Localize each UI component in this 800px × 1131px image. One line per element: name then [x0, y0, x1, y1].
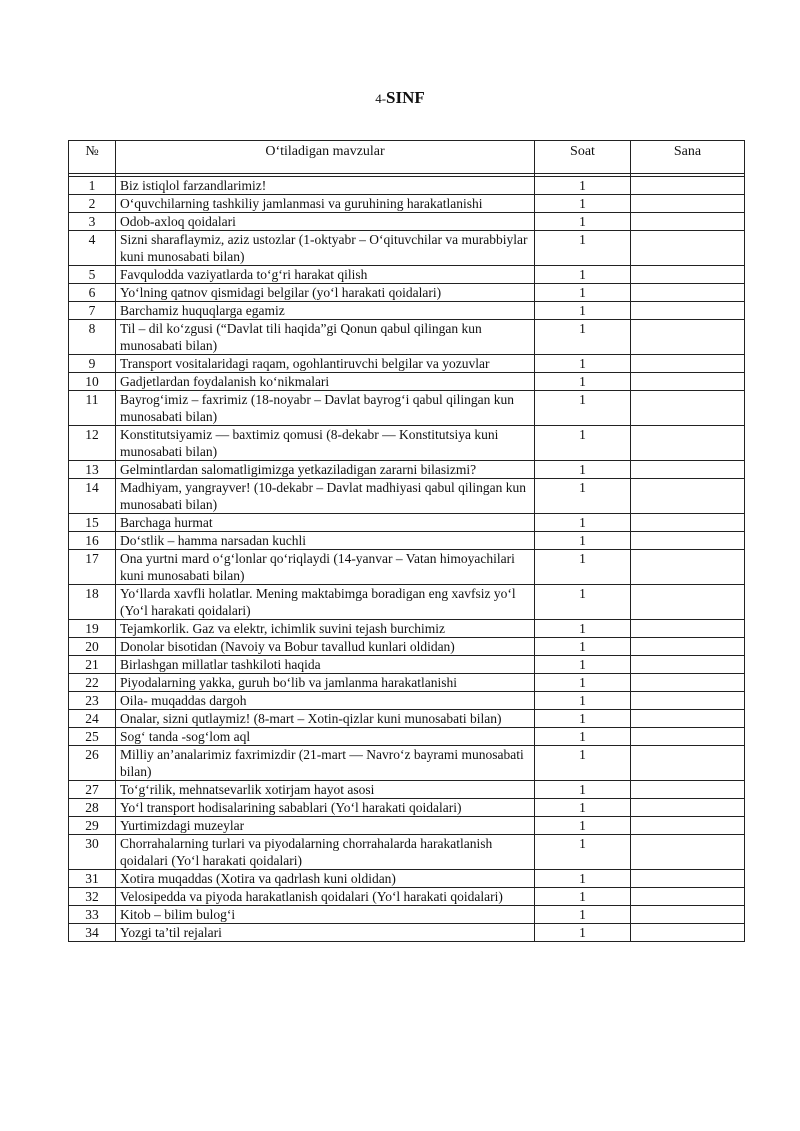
header-date: Sana [631, 141, 745, 174]
table-row [69, 355, 745, 373]
table-row [69, 266, 745, 284]
row-hours: 1 [535, 320, 631, 355]
row-date [631, 461, 745, 479]
title-prefix: 4- [375, 91, 387, 107]
row-number: 34 [69, 924, 116, 942]
row-hours: 1 [535, 177, 631, 195]
row-topic: Velosipedda va piyoda harakatlanish qoidalari (Yo‘l harakati qoidalari) [116, 888, 535, 906]
row-hours: 1 [535, 710, 631, 728]
row-hours: 1 [535, 284, 631, 302]
row-hours: 1 [535, 585, 631, 620]
row-date [631, 781, 745, 799]
row-number: 19 [69, 620, 116, 638]
row-topic: Xotira muqaddas (Xotira va qadrlash kuni oldidan) [116, 870, 535, 888]
row-topic: Gelmintlardan salomatligimizga yetkaziladigan zararni bilasizmi? [116, 461, 535, 479]
header-hours: Soat [535, 141, 631, 174]
row-number: 24 [69, 710, 116, 728]
row-topic: Yozgi ta’til rejalari [116, 924, 535, 942]
row-topic: Piyodalarning yakka, guruh bo‘lib va jamlanma harakatlanishi [116, 674, 535, 692]
table-row [69, 302, 745, 320]
table-row [69, 746, 745, 781]
row-number: 10 [69, 373, 116, 391]
row-number: 7 [69, 302, 116, 320]
table-row [69, 924, 745, 942]
header-number: № [69, 141, 116, 174]
table-row [69, 799, 745, 817]
row-hours: 1 [535, 195, 631, 213]
row-date [631, 906, 745, 924]
table-row [69, 532, 745, 550]
row-topic: Yo‘llarda xavfli holatlar. Mening maktabimga boradigan eng xavfsiz yo‘l (Yo‘l harakati qoidalari) [116, 585, 535, 620]
row-hours: 1 [535, 479, 631, 514]
row-number: 25 [69, 728, 116, 746]
row-number: 5 [69, 266, 116, 284]
row-topic: Sizni sharaflaymiz, aziz ustozlar (1-oktyabr – O‘qituvchilar va murabbiylar kuni munosabati bilan) [116, 231, 535, 266]
row-date [631, 692, 745, 710]
row-number: 16 [69, 532, 116, 550]
row-number: 9 [69, 355, 116, 373]
row-topic: Ona yurtni mard o‘g‘lonlar qo‘riqlaydi (14-yanvar – Vatan himoyachilari kuni munosabati bilan) [116, 550, 535, 585]
row-date [631, 231, 745, 266]
row-hours: 1 [535, 355, 631, 373]
row-topic: Yurtimizdagi muzeylar [116, 817, 535, 835]
row-date [631, 320, 745, 355]
row-number: 22 [69, 674, 116, 692]
row-hours: 1 [535, 532, 631, 550]
row-hours: 1 [535, 656, 631, 674]
table-body [69, 174, 745, 942]
table-row [69, 674, 745, 692]
row-hours: 1 [535, 620, 631, 638]
table-row [69, 195, 745, 213]
table-row [69, 585, 745, 620]
row-date [631, 514, 745, 532]
row-topic: Odob-axloq qoidalari [116, 213, 535, 231]
row-hours: 1 [535, 924, 631, 942]
row-hours: 1 [535, 906, 631, 924]
row-hours: 1 [535, 461, 631, 479]
row-date [631, 550, 745, 585]
row-hours: 1 [535, 817, 631, 835]
row-hours: 1 [535, 550, 631, 585]
row-date [631, 835, 745, 870]
row-number: 2 [69, 195, 116, 213]
row-hours: 1 [535, 373, 631, 391]
row-date [631, 656, 745, 674]
row-date [631, 355, 745, 373]
row-number: 21 [69, 656, 116, 674]
row-topic: Onalar, sizni qutlaymiz! (8-mart – Xotin-qizlar kuni munosabati bilan) [116, 710, 535, 728]
row-date [631, 195, 745, 213]
row-date [631, 284, 745, 302]
row-topic: Barchaga hurmat [116, 514, 535, 532]
row-number: 32 [69, 888, 116, 906]
table-row [69, 835, 745, 870]
row-number: 14 [69, 479, 116, 514]
title-main: SINF [386, 88, 425, 108]
row-date [631, 479, 745, 514]
row-topic: To‘g‘rilik, mehnatsevarlik xotirjam hayot asosi [116, 781, 535, 799]
row-hours: 1 [535, 391, 631, 426]
row-number: 30 [69, 835, 116, 870]
row-hours: 1 [535, 514, 631, 532]
row-number: 1 [69, 177, 116, 195]
row-number: 27 [69, 781, 116, 799]
table-row [69, 373, 745, 391]
row-topic: Chorrahalarning turlari va piyodalarning chorrahalarda harakatlanish qoidalari (Yo‘l harakati qoidalari) [116, 835, 535, 870]
row-number: 12 [69, 426, 116, 461]
row-topic: Konstitutsiyamiz — baxtimiz qomusi (8-dekabr — Konstitutsiya kuni munosabati bilan) [116, 426, 535, 461]
row-hours: 1 [535, 888, 631, 906]
row-hours: 1 [535, 692, 631, 710]
row-hours: 1 [535, 870, 631, 888]
row-number: 20 [69, 638, 116, 656]
table-row [69, 888, 745, 906]
table-row [69, 461, 745, 479]
row-number: 4 [69, 231, 116, 266]
row-date [631, 674, 745, 692]
row-topic: Sog‘ tanda -sog‘lom aql [116, 728, 535, 746]
row-date [631, 177, 745, 195]
table-row [69, 656, 745, 674]
row-date [631, 620, 745, 638]
row-number: 6 [69, 284, 116, 302]
table-row [69, 550, 745, 585]
row-number: 31 [69, 870, 116, 888]
row-date [631, 870, 745, 888]
row-date [631, 373, 745, 391]
row-topic: Yo‘lning qatnov qismidagi belgilar (yo‘l harakati qoidalari) [116, 284, 535, 302]
table-row [69, 284, 745, 302]
table-row [69, 638, 745, 656]
row-number: 15 [69, 514, 116, 532]
row-date [631, 728, 745, 746]
table-row [69, 231, 745, 266]
lesson-plan-table [68, 140, 745, 942]
table-row [69, 620, 745, 638]
table-row [69, 781, 745, 799]
row-date [631, 585, 745, 620]
row-hours: 1 [535, 746, 631, 781]
row-topic: Tejamkorlik. Gaz va elektr, ichimlik suvini tejash burchimiz [116, 620, 535, 638]
table-row [69, 177, 745, 195]
table-row [69, 692, 745, 710]
row-hours: 1 [535, 835, 631, 870]
row-date [631, 638, 745, 656]
table-row [69, 426, 745, 461]
row-topic: Transport vositalaridagi raqam, ogohlantiruvchi belgilar va yozuvlar [116, 355, 535, 373]
row-topic: Bayrog‘imiz – faxrimiz (18-noyabr – Davlat bayrog‘i qabul qilingan kun munosabati bilan) [116, 391, 535, 426]
row-topic: Do‘stlik – hamma narsadan kuchli [116, 532, 535, 550]
row-topic: Til – dil ko‘zgusi (“Davlat tili haqida”gi Qonun qabul qilingan kun munosabati bilan) [116, 320, 535, 355]
row-hours: 1 [535, 266, 631, 284]
table-row [69, 479, 745, 514]
table-row [69, 906, 745, 924]
row-hours: 1 [535, 213, 631, 231]
row-topic: Barchamiz huquqlarga egamiz [116, 302, 535, 320]
page-title [0, 88, 800, 109]
table-row [69, 213, 745, 231]
row-date [631, 426, 745, 461]
row-topic: Yo‘l transport hodisalarining sabablari (Yo‘l harakati qoidalari) [116, 799, 535, 817]
row-topic: Oila- muqaddas dargoh [116, 692, 535, 710]
row-topic: Kitob – bilim bulog‘i [116, 906, 535, 924]
row-number: 29 [69, 817, 116, 835]
row-topic: Biz istiqlol farzandlarimiz! [116, 177, 535, 195]
row-date [631, 746, 745, 781]
row-hours: 1 [535, 426, 631, 461]
row-date [631, 532, 745, 550]
row-date [631, 302, 745, 320]
row-date [631, 391, 745, 426]
row-number: 11 [69, 391, 116, 426]
header-topic: O‘tiladigan mavzular [116, 141, 535, 174]
table-row [69, 870, 745, 888]
row-number: 18 [69, 585, 116, 620]
table-row [69, 391, 745, 426]
row-number: 23 [69, 692, 116, 710]
row-hours: 1 [535, 781, 631, 799]
row-topic: Favqulodda vaziyatlarda to‘g‘ri harakat qilish [116, 266, 535, 284]
row-date [631, 888, 745, 906]
table-row [69, 710, 745, 728]
row-topic: O‘quvchilarning tashkiliy jamlanmasi va guruhining harakatlanishi [116, 195, 535, 213]
row-hours: 1 [535, 728, 631, 746]
row-number: 28 [69, 799, 116, 817]
row-hours: 1 [535, 302, 631, 320]
table-row [69, 514, 745, 532]
row-topic: Milliy an’analarimiz faxrimizdir (21-mart — Navro‘z bayrami munosabati bilan) [116, 746, 535, 781]
row-number: 8 [69, 320, 116, 355]
row-hours: 1 [535, 674, 631, 692]
row-date [631, 266, 745, 284]
row-date [631, 817, 745, 835]
table-row [69, 728, 745, 746]
row-topic: Madhiyam, yangrayver! (10-dekabr – Davlat madhiyasi qabul qilingan kun munosabati bilan) [116, 479, 535, 514]
row-topic: Gadjetlardan foydalanish ko‘nikmalari [116, 373, 535, 391]
row-hours: 1 [535, 799, 631, 817]
row-topic: Birlashgan millatlar tashkiloti haqida [116, 656, 535, 674]
row-date [631, 710, 745, 728]
row-number: 33 [69, 906, 116, 924]
row-hours: 1 [535, 231, 631, 266]
row-date [631, 213, 745, 231]
row-topic: Donolar bisotidan (Navoiy va Bobur tavallud kunlari oldidan) [116, 638, 535, 656]
table-row [69, 817, 745, 835]
table-row [69, 320, 745, 355]
row-date [631, 799, 745, 817]
row-date [631, 924, 745, 942]
row-number: 26 [69, 746, 116, 781]
row-number: 17 [69, 550, 116, 585]
row-hours: 1 [535, 638, 631, 656]
row-number: 13 [69, 461, 116, 479]
row-number: 3 [69, 213, 116, 231]
table-header-row [69, 141, 745, 174]
